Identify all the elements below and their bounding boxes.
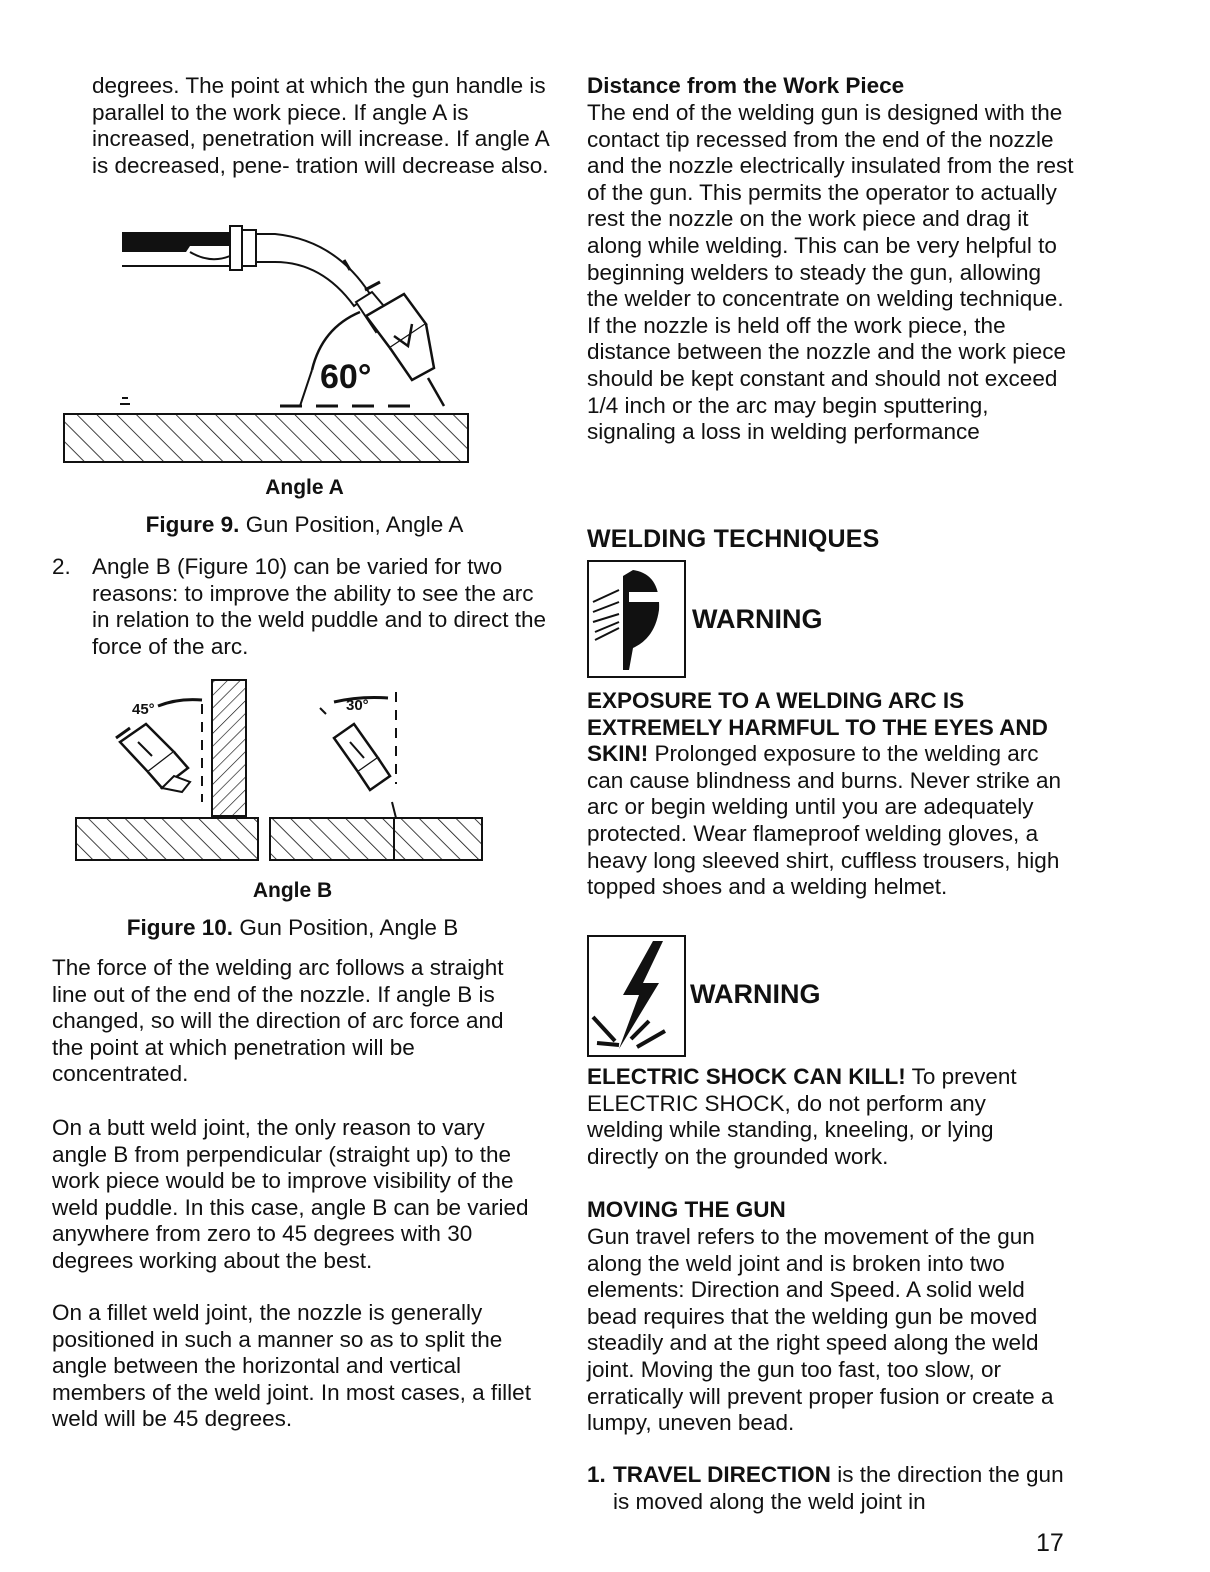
figure-9-sublabel: Angle A xyxy=(265,476,344,499)
intro-paragraph: degrees. The point at which the gun handle is parallel to the work piece. If angle A is increased, penetration will increase. If angle A is decreased, pene- tration will decrease also. xyxy=(92,73,549,178)
work-piece xyxy=(64,414,468,462)
figure-10-caption: Figure 10. Gun Position, Angle B xyxy=(126,915,459,940)
moving-the-gun-heading: MOVING THE GUN xyxy=(587,1197,786,1222)
figure-9-diagram xyxy=(60,220,475,465)
warning-label-shock: WARNING xyxy=(690,979,821,1009)
travel-direction-text: TRAVEL DIRECTION is the direction the gun is moved along the weld joint in xyxy=(613,1462,1064,1514)
figure-9-caption: Figure 9. Gun Position, Angle A xyxy=(145,512,464,537)
paragraph-butt-weld: On a butt weld joint, the only reason to vary angle B from perpendicular (straight up) to the work piece would be to improve visibility of the weld puddle. In this case, angle B can be varied anywhere from zero to 45 degrees with 30 degrees working about the best. xyxy=(52,1115,529,1273)
eye-hazard-icon xyxy=(587,560,686,678)
list-number: 1. xyxy=(587,1462,606,1487)
moving-the-gun-paragraph: Gun travel refers to the movement of the gun along the weld joint and is broken into two elements: Direction and Speed. A solid weld bead requires that the welding gun be moved steadily and at the right speed along the weld joint. Moving the gun too fast, too slow, or erratically will prevent proper fusion or create a lumpy, uneven bead. xyxy=(587,1224,1054,1436)
distance-paragraph: The end of the welding gun is designed with the contact tip recessed from the end of the nozzle and the nozzle electrically insulated from the rest of the gun. This permits the operator to actually rest the nozzle on the work piece and drag it along while welding. This can be very helpful to beginning welders to steady the gun, allowing the welder to concentrate on welding technique. If the nozzle is held off the work piece, the distance between the nozzle and the work piece should be kept constant and should not exceed 1/4 inch or the arc may begin sputtering, signaling a loss in welding performance xyxy=(587,100,1074,445)
list-item-travel-direction xyxy=(587,1462,1077,1515)
paragraph-arc-force: The force of the welding arc follows a straight line out of the end of the nozzle. If angle B is changed, so will the direction of arc force and the point at which penetration will be concentrated. xyxy=(52,955,504,1087)
electric-shock-icon xyxy=(587,935,686,1057)
warning-shock-text: ELECTRIC SHOCK CAN KILL! To prevent ELECTRIC SHOCK, do not perform any welding while standing, kneeling, or lying directly on the grounded work. xyxy=(587,1064,1017,1169)
list-item-2-text: Angle B (Figure 10) can be varied for two reasons: to improve the ability to see the arc in relation to the weld puddle and to direct the force of the arc. xyxy=(92,554,547,659)
welding-techniques-heading: WELDING TECHNIQUES xyxy=(587,525,880,553)
angle-a-label: 60° xyxy=(320,358,372,396)
warning-eyes-text: EXPOSURE TO A WELDING ARC IS EXTREMELY HARMFUL TO THE EYES AND SKIN! Prolonged exposure to the welding arc can cause blindness and burns. Never strike an arc or begin welding until you are adequately protected. Wear flameproof welding gloves, a heavy long sleeved shirt, cuffless trousers, high topped shoes and a welding helmet. xyxy=(587,688,1062,900)
list-number: 2. xyxy=(52,554,71,579)
page-number: 17 xyxy=(1036,1529,1064,1557)
welding-gun-icon xyxy=(122,226,444,406)
figure-10-diagram xyxy=(70,672,490,867)
paragraph-fillet-weld: On a fillet weld joint, the nozzle is generally positioned in such a manner so as to split the angle between the horizontal and vertical members of the weld joint. In most cases, a fillet weld will be 45 degrees. xyxy=(52,1300,531,1432)
angle-30-label: 30° xyxy=(346,697,369,714)
welding-gun-left-icon xyxy=(116,724,190,792)
welding-gun-right-icon xyxy=(334,724,396,818)
distance-heading: Distance from the Work Piece xyxy=(587,73,905,98)
warning-label-eyes: WARNING xyxy=(692,604,823,634)
angle-45-label: 45° xyxy=(132,701,155,718)
figure-10-sublabel: Angle B xyxy=(252,879,333,902)
list-item-2 xyxy=(52,554,557,660)
